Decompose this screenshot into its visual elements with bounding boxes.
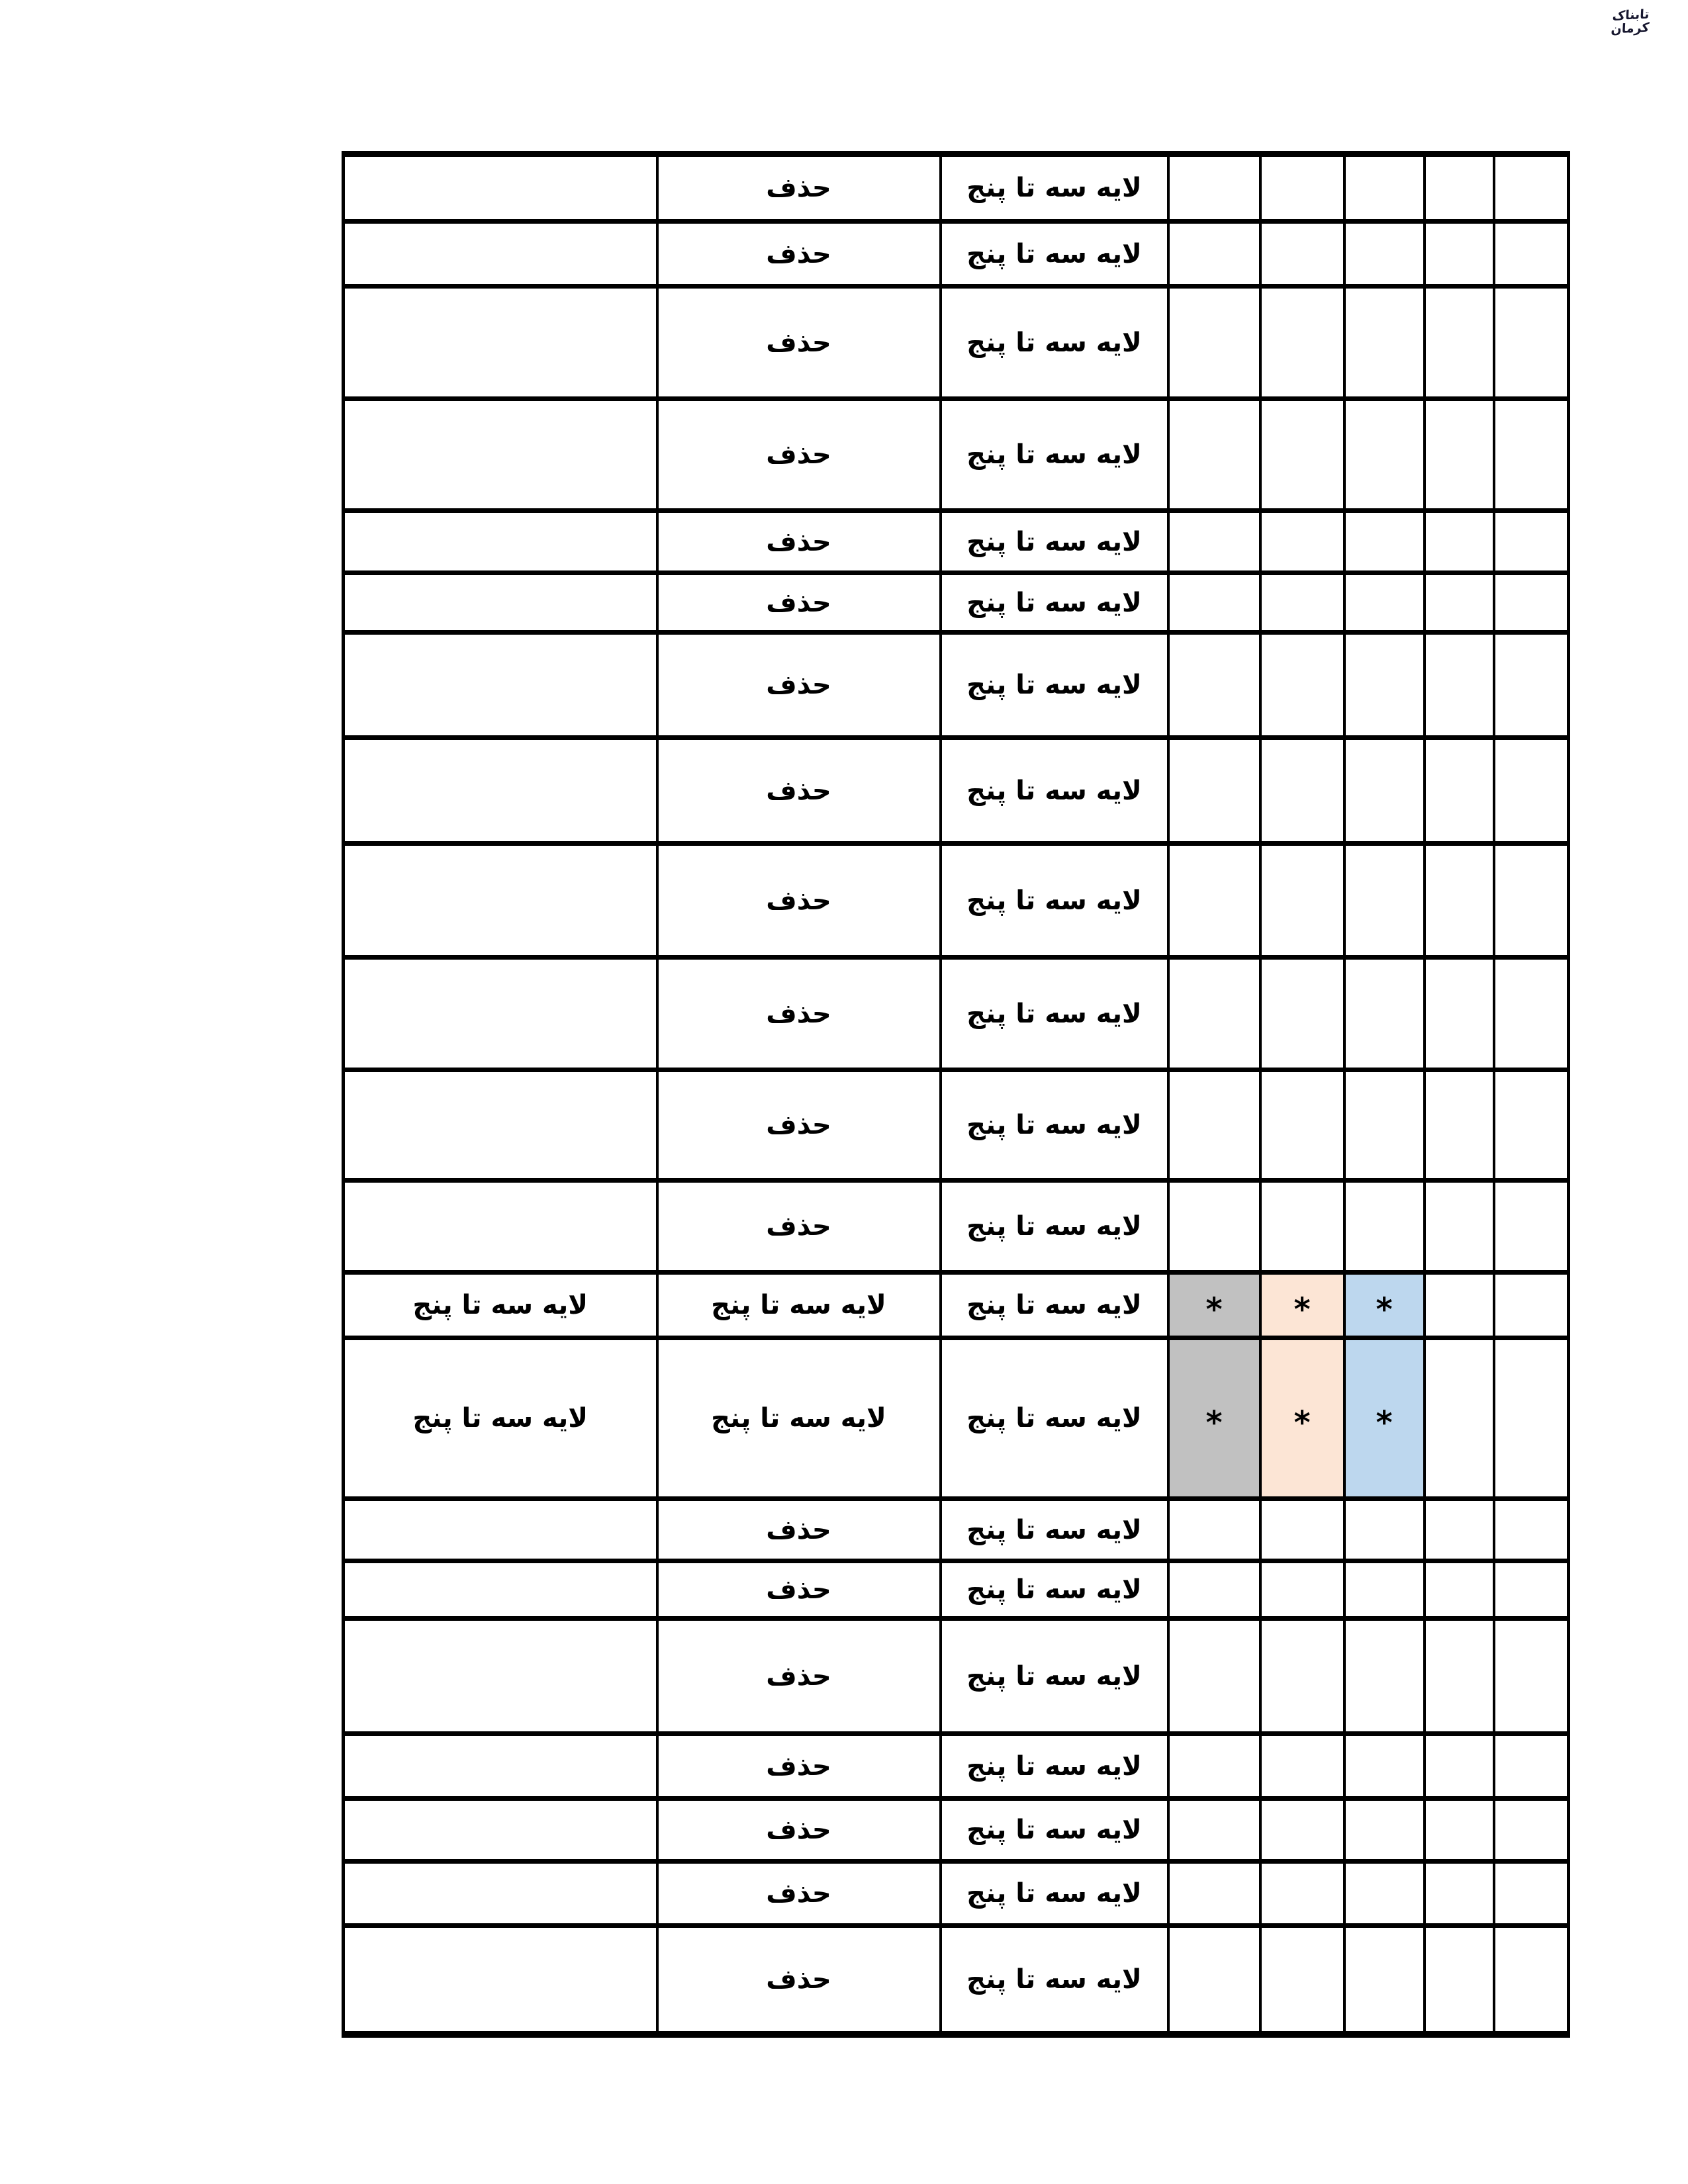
- empty-cell: [1260, 399, 1344, 511]
- table-row: [344, 844, 1569, 958]
- empty-cell: [1344, 633, 1425, 738]
- layer-range-cell: [941, 1499, 1168, 1561]
- layer-range-cell-label: لایه سه تا پنج: [711, 1403, 886, 1433]
- delete-cell-label: حذف: [766, 327, 831, 358]
- empty-cell: [1168, 1070, 1260, 1181]
- star-cell-gray-label: *: [1205, 1291, 1223, 1328]
- empty-cell: [1344, 738, 1425, 844]
- empty-cell: [1260, 1862, 1344, 1926]
- layer-range-cell-label: لایه سه تا پنج: [966, 1211, 1142, 1242]
- empty-cell: [1425, 1734, 1494, 1799]
- delete-cell-label: حذف: [766, 1815, 831, 1845]
- empty-cell: [1260, 573, 1344, 633]
- layer-range-cell: [941, 1799, 1168, 1862]
- star-cell-blue: [1344, 1273, 1425, 1338]
- empty-cell: [1168, 1799, 1260, 1862]
- empty-cell: [1168, 399, 1260, 511]
- empty-cell: [1344, 399, 1425, 511]
- layer-range-cell: [941, 1926, 1168, 2034]
- empty-cell: [1494, 958, 1569, 1070]
- empty-cell: [1344, 1926, 1425, 2034]
- layer-range-cell: [941, 844, 1168, 958]
- empty-cell: [344, 1181, 657, 1273]
- empty-cell: [1168, 1499, 1260, 1561]
- delete-cell: [657, 1561, 941, 1619]
- delete-cell-label: حذف: [766, 173, 831, 203]
- layer-range-cell: [657, 1273, 941, 1338]
- empty-cell: [344, 511, 657, 573]
- layer-range-cell-label: لایه سه تا پنج: [966, 998, 1142, 1029]
- layers-table: [342, 151, 1570, 2038]
- empty-cell: [1425, 399, 1494, 511]
- empty-cell: [1425, 633, 1494, 738]
- site-logo: تابناک کرمان: [1610, 7, 1650, 37]
- empty-cell: [1494, 1338, 1569, 1499]
- empty-cell: [1260, 1619, 1344, 1734]
- empty-cell: [1425, 1561, 1494, 1619]
- delete-cell-label: حذف: [766, 885, 831, 916]
- delete-cell: [657, 1181, 941, 1273]
- empty-cell: [1344, 1619, 1425, 1734]
- empty-cell: [1260, 738, 1344, 844]
- empty-cell: [1168, 287, 1260, 399]
- empty-cell: [1168, 222, 1260, 287]
- delete-cell-label: حذف: [766, 238, 831, 269]
- layer-range-cell: [941, 1619, 1168, 1734]
- table-body: [344, 154, 1569, 2034]
- layer-range-cell: [941, 1561, 1168, 1619]
- layer-range-cell: [344, 1273, 657, 1338]
- layer-range-cell: [941, 573, 1168, 633]
- empty-cell: [1344, 1499, 1425, 1561]
- delete-cell: [657, 1862, 941, 1926]
- empty-cell: [1425, 738, 1494, 844]
- empty-cell: [1168, 1734, 1260, 1799]
- layer-range-cell-label: لایه سه تا پنج: [966, 1290, 1142, 1320]
- empty-cell: [1344, 844, 1425, 958]
- empty-cell: [1260, 511, 1344, 573]
- layer-range-cell-label: لایه سه تا پنج: [966, 1878, 1142, 1909]
- empty-cell: [1260, 222, 1344, 287]
- delete-cell: [657, 573, 941, 633]
- empty-cell: [1494, 1799, 1569, 1862]
- star-cell-gray: [1168, 1338, 1260, 1499]
- empty-cell: [1344, 1799, 1425, 1862]
- empty-cell: [344, 633, 657, 738]
- empty-cell: [344, 573, 657, 633]
- empty-cell: [1168, 633, 1260, 738]
- empty-cell: [1344, 287, 1425, 399]
- delete-cell-label: حذف: [766, 1661, 831, 1692]
- empty-cell: [1260, 844, 1344, 958]
- delete-cell: [657, 1619, 941, 1734]
- delete-cell-label: حذف: [766, 587, 831, 618]
- empty-cell: [1260, 633, 1344, 738]
- empty-cell: [1425, 958, 1494, 1070]
- layer-range-cell-label: لایه سه تا پنج: [966, 327, 1142, 358]
- layer-range-cell: [941, 1734, 1168, 1799]
- empty-cell: [344, 738, 657, 844]
- delete-cell: [657, 633, 941, 738]
- delete-cell-label: حذف: [766, 1751, 831, 1782]
- empty-cell: [1344, 1561, 1425, 1619]
- empty-cell: [1425, 154, 1494, 222]
- empty-cell: [344, 1734, 657, 1799]
- empty-cell: [1425, 1619, 1494, 1734]
- delete-cell: [657, 1799, 941, 1862]
- empty-cell: [1344, 1181, 1425, 1273]
- layer-range-cell-label: لایه سه تا پنج: [966, 1815, 1142, 1845]
- layer-range-cell-label: لایه سه تا پنج: [966, 173, 1142, 203]
- delete-cell-label: حذف: [766, 1110, 831, 1140]
- layer-range-cell-label: لایه سه تا پنج: [966, 1110, 1142, 1140]
- empty-cell: [1260, 1499, 1344, 1561]
- empty-cell: [1494, 1499, 1569, 1561]
- layer-range-cell-label: لایه سه تا پنج: [966, 1514, 1142, 1545]
- layer-range-cell-label: لایه سه تا پنج: [966, 885, 1142, 916]
- empty-cell: [1494, 633, 1569, 738]
- layer-range-cell: [941, 399, 1168, 511]
- layer-range-cell-label: لایه سه تا پنج: [966, 775, 1142, 806]
- table-row: [344, 222, 1569, 287]
- empty-cell: [1494, 399, 1569, 511]
- delete-cell: [657, 844, 941, 958]
- delete-cell-label: حذف: [766, 1878, 831, 1909]
- delete-cell: [657, 287, 941, 399]
- layer-range-cell-label: لایه سه تا پنج: [966, 1751, 1142, 1782]
- empty-cell: [1168, 1181, 1260, 1273]
- empty-cell: [344, 1499, 657, 1561]
- empty-cell: [1260, 958, 1344, 1070]
- star-cell-gray-label: *: [1205, 1404, 1223, 1441]
- empty-cell: [1494, 1926, 1569, 2034]
- delete-cell: [657, 1070, 941, 1181]
- empty-cell: [344, 154, 657, 222]
- table-row: [344, 738, 1569, 844]
- layer-range-cell-label: لایه سه تا پنج: [966, 1661, 1142, 1692]
- empty-cell: [1494, 511, 1569, 573]
- empty-cell: [1260, 1181, 1344, 1273]
- empty-cell: [1425, 1799, 1494, 1862]
- layer-range-cell-label: لایه سه تا پنج: [711, 1290, 886, 1320]
- empty-cell: [1168, 738, 1260, 844]
- empty-cell: [1344, 1734, 1425, 1799]
- empty-cell: [1494, 1734, 1569, 1799]
- table-row: [344, 1926, 1569, 2034]
- table-row: [344, 1619, 1569, 1734]
- table-row: [344, 1561, 1569, 1619]
- empty-cell: [1494, 844, 1569, 958]
- empty-cell: [344, 1619, 657, 1734]
- empty-cell: [1344, 222, 1425, 287]
- table-row: [344, 573, 1569, 633]
- empty-cell: [1168, 1561, 1260, 1619]
- layer-range-cell: [941, 511, 1168, 573]
- delete-cell-label: حذف: [766, 1964, 831, 1995]
- empty-cell: [344, 1799, 657, 1862]
- table-row: [344, 1181, 1569, 1273]
- layer-range-cell-label: لایه سه تا پنج: [966, 1964, 1142, 1995]
- empty-cell: [1494, 1619, 1569, 1734]
- empty-cell: [1344, 573, 1425, 633]
- empty-cell: [1344, 1862, 1425, 1926]
- empty-cell: [1425, 1273, 1494, 1338]
- empty-cell: [344, 222, 657, 287]
- table-row: [344, 1799, 1569, 1862]
- delete-cell: [657, 1734, 941, 1799]
- empty-cell: [1425, 1338, 1494, 1499]
- table-row: [344, 633, 1569, 738]
- delete-cell-label: حذف: [766, 1211, 831, 1242]
- layer-range-cell-label: لایه سه تا پنج: [966, 238, 1142, 269]
- delete-cell: [657, 154, 941, 222]
- table-row: [344, 287, 1569, 399]
- empty-cell: [1494, 573, 1569, 633]
- table-row: [344, 1273, 1569, 1338]
- delete-cell: [657, 399, 941, 511]
- layer-range-cell: [941, 1338, 1168, 1499]
- empty-cell: [1425, 1926, 1494, 2034]
- empty-cell: [1344, 154, 1425, 222]
- empty-cell: [1425, 844, 1494, 958]
- empty-cell: [1494, 1273, 1569, 1338]
- table-row: [344, 1070, 1569, 1181]
- layer-range-cell-label: لایه سه تا پنج: [412, 1290, 588, 1320]
- empty-cell: [344, 399, 657, 511]
- table-row: [344, 154, 1569, 222]
- empty-cell: [1494, 1181, 1569, 1273]
- layer-range-cell-label: لایه سه تا پنج: [966, 1403, 1142, 1433]
- empty-cell: [1168, 154, 1260, 222]
- delete-cell-label: حذف: [766, 1574, 831, 1605]
- table-row: [344, 511, 1569, 573]
- empty-cell: [1494, 1561, 1569, 1619]
- empty-cell: [1425, 1181, 1494, 1273]
- delete-cell: [657, 511, 941, 573]
- empty-cell: [1344, 1070, 1425, 1181]
- delete-cell-label: حذف: [766, 998, 831, 1029]
- table-row: [344, 399, 1569, 511]
- empty-cell: [1425, 287, 1494, 399]
- empty-cell: [1425, 1862, 1494, 1926]
- empty-cell: [1425, 1070, 1494, 1181]
- table-row: [344, 1862, 1569, 1926]
- empty-cell: [1260, 1734, 1344, 1799]
- empty-cell: [344, 1926, 657, 2034]
- table-row: [344, 958, 1569, 1070]
- empty-cell: [1168, 958, 1260, 1070]
- table-row: [344, 1499, 1569, 1561]
- empty-cell: [1168, 844, 1260, 958]
- empty-cell: [1168, 1926, 1260, 2034]
- layer-range-cell: [941, 1862, 1168, 1926]
- empty-cell: [344, 1070, 657, 1181]
- star-cell-peach-label: *: [1293, 1291, 1311, 1328]
- empty-cell: [1260, 1926, 1344, 2034]
- layer-range-cell: [941, 1070, 1168, 1181]
- delete-cell-label: حذف: [766, 439, 831, 470]
- star-cell-gray: [1168, 1273, 1260, 1338]
- empty-cell: [1494, 222, 1569, 287]
- empty-cell: [344, 1862, 657, 1926]
- empty-cell: [1494, 738, 1569, 844]
- layer-range-cell: [941, 154, 1168, 222]
- delete-cell: [657, 958, 941, 1070]
- empty-cell: [1425, 1499, 1494, 1561]
- delete-cell-label: حذف: [766, 1514, 831, 1545]
- star-cell-peach: [1260, 1273, 1344, 1338]
- layer-range-cell-label: لایه سه تا پنج: [966, 670, 1142, 700]
- layer-range-cell: [344, 1338, 657, 1499]
- star-cell-blue-label: *: [1376, 1291, 1393, 1328]
- empty-cell: [1260, 287, 1344, 399]
- layer-range-cell: [941, 738, 1168, 844]
- empty-cell: [1425, 222, 1494, 287]
- empty-cell: [344, 844, 657, 958]
- empty-cell: [1260, 1799, 1344, 1862]
- star-cell-blue-label: *: [1376, 1404, 1393, 1441]
- layer-range-cell-label: لایه سه تا پنج: [412, 1403, 588, 1433]
- layer-range-cell: [941, 958, 1168, 1070]
- empty-cell: [344, 287, 657, 399]
- delete-cell: [657, 222, 941, 287]
- layer-range-cell: [941, 222, 1168, 287]
- empty-cell: [1494, 1070, 1569, 1181]
- empty-cell: [1168, 1619, 1260, 1734]
- table-row: [344, 1338, 1569, 1499]
- empty-cell: [1168, 573, 1260, 633]
- table-row: [344, 1734, 1569, 1799]
- empty-cell: [344, 1561, 657, 1619]
- empty-cell: [1168, 511, 1260, 573]
- star-cell-blue: [1344, 1338, 1425, 1499]
- empty-cell: [1425, 573, 1494, 633]
- empty-cell: [1260, 1561, 1344, 1619]
- layer-range-cell: [941, 1181, 1168, 1273]
- layer-range-cell-label: لایه سه تا پنج: [966, 526, 1142, 557]
- layer-range-cell-label: لایه سه تا پنج: [966, 439, 1142, 470]
- empty-cell: [1494, 154, 1569, 222]
- delete-cell: [657, 1926, 941, 2034]
- empty-cell: [1494, 1862, 1569, 1926]
- delete-cell: [657, 1499, 941, 1561]
- empty-cell: [344, 958, 657, 1070]
- delete-cell-label: حذف: [766, 670, 831, 700]
- layer-range-cell: [941, 633, 1168, 738]
- delete-cell: [657, 738, 941, 844]
- empty-cell: [1494, 287, 1569, 399]
- empty-cell: [1425, 511, 1494, 573]
- delete-cell-label: حذف: [766, 775, 831, 806]
- empty-cell: [1260, 1070, 1344, 1181]
- star-cell-peach-label: *: [1293, 1404, 1311, 1441]
- empty-cell: [1168, 1862, 1260, 1926]
- delete-cell-label: حذف: [766, 526, 831, 557]
- empty-cell: [1344, 511, 1425, 573]
- layer-range-cell-label: لایه سه تا پنج: [966, 587, 1142, 618]
- layer-range-cell-label: لایه سه تا پنج: [966, 1574, 1142, 1605]
- layer-range-cell: [941, 287, 1168, 399]
- star-cell-peach: [1260, 1338, 1344, 1499]
- layer-range-cell: [941, 1273, 1168, 1338]
- empty-cell: [1344, 958, 1425, 1070]
- empty-cell: [1260, 154, 1344, 222]
- layer-range-cell: [657, 1338, 941, 1499]
